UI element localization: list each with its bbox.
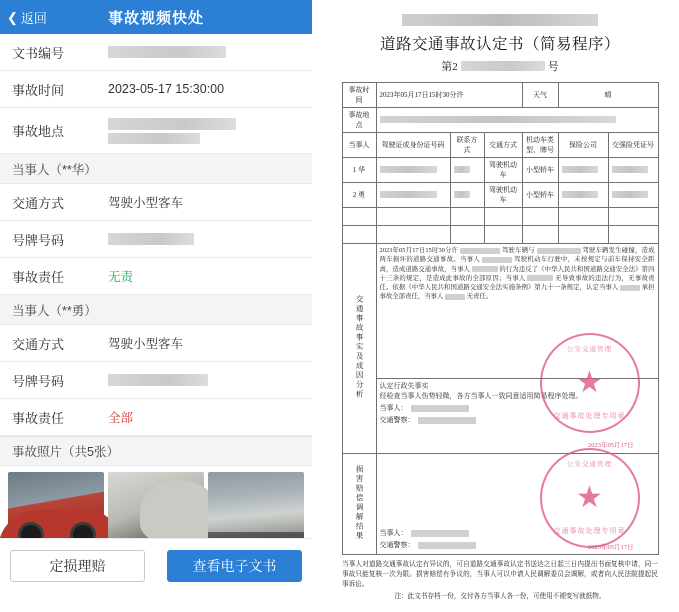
back-label: 返回: [20, 10, 47, 26]
seal-bottom-text: 交通事故处理专用章: [553, 527, 626, 535]
redacted-address: [108, 118, 236, 144]
row-label: 事故责任: [12, 410, 65, 426]
star-icon: ★: [576, 366, 603, 399]
row-party2-plate: [0, 362, 312, 399]
row-label: 事故责任: [12, 269, 65, 285]
document-panel: [326, 0, 674, 600]
document-number-prefix: 第2: [441, 61, 458, 73]
fender-shape: [140, 480, 218, 542]
police-sign-label: 交通警察：: [379, 416, 415, 425]
redacted-value: [527, 275, 553, 281]
party-sign-label: 当事人：: [379, 404, 408, 413]
row-party2-liability: [0, 399, 312, 436]
cell-empty: [558, 226, 608, 244]
action-bar: [0, 538, 312, 592]
accident-table: [342, 82, 659, 555]
party-index: 1: [352, 166, 357, 174]
seal-top-text: 公安交通管理: [567, 346, 612, 353]
redacted-line: [108, 118, 236, 130]
table-row: [342, 158, 658, 183]
vertical-label: 损害赔偿调解结果: [355, 465, 365, 541]
row-value: [108, 233, 300, 245]
table-row-empty: [342, 226, 658, 244]
seal-top-text: 公安交通管理: [567, 461, 612, 468]
party-name-suffix: 勇: [358, 191, 366, 199]
redacted-value: [108, 374, 208, 386]
redacted-line: [108, 133, 200, 144]
vertical-label: 交通事故事实及成因分析: [355, 295, 365, 400]
cell-insurer: [558, 158, 608, 183]
cell-time-value: 2023年05月17日15时30分许: [376, 83, 522, 108]
footer-note: 注：此文书存档一份，交付各方当事人各一份，可使用不褪变写就纸物。: [394, 592, 606, 600]
cell-contact: [450, 183, 484, 208]
redacted-value: [460, 248, 500, 254]
police-sign-label: 交通警察：: [379, 541, 415, 549]
table-header-row: [342, 133, 658, 158]
seal-date: 2023年05月17日: [588, 442, 634, 449]
cell-insurer: [558, 183, 608, 208]
col-vehicle: 机动车类型、牌号: [522, 133, 558, 158]
row-value: [108, 118, 300, 144]
section-photos: 事故照片（共5张）: [0, 436, 312, 466]
col-contact: 联系方式: [450, 133, 484, 158]
party-sign-label: 当事人：: [379, 529, 408, 537]
cell-mediation-label: [342, 454, 376, 555]
section-party-2: 当事人（**勇）: [0, 295, 312, 325]
cell-place-label: 事故地点: [342, 108, 376, 133]
cell-weather-value: 晴: [558, 83, 658, 108]
cell-party-1: [342, 158, 376, 183]
app-header: [0, 0, 312, 34]
cell-conclusion: [376, 346, 658, 454]
table-row: [342, 108, 658, 133]
row-value: 全部: [108, 411, 134, 425]
redacted-value: [380, 166, 438, 173]
cell-vehicle: 小型轿车: [522, 158, 558, 183]
redacted-value: [562, 191, 599, 198]
col-party: 当事人: [342, 133, 376, 158]
row-label: 文书编号: [12, 45, 65, 61]
col-policy: 交强险凭证号: [608, 133, 658, 158]
redacted-value: [612, 191, 649, 198]
page-title: 事故视频快处: [107, 9, 204, 27]
redacted-signature: [411, 405, 469, 412]
cell-empty: [376, 226, 450, 244]
col-id: 驾驶证或身份证号码: [376, 133, 450, 158]
redacted-value: [612, 166, 649, 173]
redacted-signature: [418, 417, 476, 424]
narrative-redacted: 驾驶车辆与 驾驶车辆发生碰撞，造成两车损坏的道路交通事故。当事人 驾驶机动车行驶中，未按规定与前车保持安全距离，造成道路交通事故，当事人 的行为违反了《中华人民共和国道路交通安全法》第四十三条的规定，是造成此事故的全部原因；当事人 无导致事故的违法行为，无事故责任。依据《中华人民共和国道路交通安全法实施条例》第九十一条规定，认定当事人 承担事故全部责任，当事人 无责任。: [379, 247, 655, 301]
row-label: 交通方式: [12, 336, 65, 352]
redacted-signature: [418, 542, 476, 549]
row-label: 号牌号码: [12, 232, 65, 248]
star-icon: ★: [576, 481, 603, 514]
cell-empty: [376, 208, 450, 226]
document-footer: [342, 560, 658, 602]
row-party2-mode: [0, 325, 312, 362]
cell-empty: [608, 226, 658, 244]
cell-empty: [522, 208, 558, 226]
document-title: 道路交通事故认定书（简易程序）: [379, 36, 620, 53]
table-row-mediation: [342, 454, 658, 555]
row-value: [108, 374, 300, 386]
conclusion-text: 经检查当事人伤势轻微，各方当事人一致同意适用简易程序处理。: [379, 392, 583, 401]
row-party1-mode: [0, 184, 312, 221]
col-mode: 交通方式: [484, 133, 522, 158]
row-party1-plate: [0, 221, 312, 258]
cell-policy: [608, 158, 658, 183]
cell-empty: [342, 208, 376, 226]
cell-time-label: 事故时间: [342, 83, 376, 108]
table-row-empty: [342, 208, 658, 226]
official-seal-icon: [540, 333, 640, 433]
cell-empty: [484, 226, 522, 244]
table-row-conclusion: [342, 379, 658, 454]
cell-narrative-label: [342, 244, 376, 454]
cell-empty: [558, 208, 608, 226]
row-label: 事故时间: [12, 82, 65, 98]
section-party-1: 当事人（**华）: [0, 154, 312, 184]
narrative-date: 2023年05月17日15时30分许: [379, 247, 459, 254]
cell-mode: 驾驶机动车: [484, 158, 522, 183]
seal-bottom-text: 交通事故处理专用章: [553, 412, 626, 420]
table-row: [342, 183, 658, 208]
redacted-value: [454, 191, 470, 198]
redacted-value: [620, 285, 640, 291]
row-value: 驾驶小型客车: [108, 196, 184, 210]
party-index: 2: [352, 191, 357, 199]
official-seal-icon: [540, 448, 640, 548]
redacted-value: [108, 46, 226, 58]
cell-empty: [342, 226, 376, 244]
cell-empty: [450, 208, 484, 226]
cell-mediation-body: [376, 454, 658, 555]
redacted-value: [537, 248, 581, 254]
redacted-value: [108, 233, 194, 245]
cell-empty: [608, 208, 658, 226]
redacted-value: [380, 116, 617, 123]
redacted-value: [562, 166, 599, 173]
col-insurer: 保险公司: [558, 133, 608, 158]
document-number: [326, 58, 674, 74]
row-label: 交通方式: [12, 195, 65, 211]
claim-assessment-button[interactable]: 定损理赔: [10, 550, 145, 582]
redacted-value: [461, 61, 545, 71]
cell-contact: [450, 158, 484, 183]
cell-place-value: [376, 108, 658, 133]
row-label: 事故地点: [12, 124, 65, 139]
footer-text: 当事人对道路交通事故认定有异议的，可自道路交通事故认定书送达之日起三日内提出书面复核申请，同一事故只能复核一次为限。损害赔偿有争议的，当事人可以申请人民调解委员会调解，或者向人民法院提起民事诉讼。: [342, 561, 658, 588]
row-party1-liability: [0, 258, 312, 295]
back-button[interactable]: [0, 8, 47, 27]
cell-empty: [484, 208, 522, 226]
row-document-number: [0, 34, 312, 71]
row-label: 号牌号码: [12, 373, 65, 389]
redacted-value: [482, 257, 512, 263]
redacted-header: [402, 14, 598, 26]
row-value: 驾驶小型客车: [108, 337, 184, 351]
cell-id: [376, 158, 450, 183]
row-value: [108, 46, 300, 58]
seal-date: 2023年05月17日: [588, 544, 634, 551]
cell-empty: [522, 226, 558, 244]
cell-id: [376, 183, 450, 208]
cell-policy: [608, 183, 658, 208]
view-electronic-document-button[interactable]: 查看电子文书: [167, 550, 302, 582]
cell-mode: 驾驶机动车: [484, 183, 522, 208]
row-accident-time: [0, 71, 312, 108]
redacted-signature: [411, 530, 469, 537]
conclusion-label: 认定行政失事实: [379, 382, 429, 390]
row-accident-place: [0, 108, 312, 154]
cell-weather-label: 天气: [522, 83, 558, 108]
table-row: [342, 83, 658, 108]
redacted-value: [454, 166, 470, 173]
row-value: 无责: [108, 270, 134, 284]
redacted-value: [472, 266, 498, 272]
cell-empty: [450, 226, 484, 244]
row-value: 2023-05-17 15:30:00: [108, 82, 225, 96]
party-name-suffix: 华: [358, 166, 366, 174]
redacted-value: [445, 294, 465, 300]
cell-vehicle: 小型轿车: [522, 183, 558, 208]
cell-party-2: [342, 183, 376, 208]
narrative-text: [380, 246, 655, 302]
chevron-left-icon: ❮: [7, 9, 18, 25]
redacted-value: [380, 191, 438, 198]
document-number-suffix: 号: [547, 61, 559, 73]
mobile-app-panel: [0, 0, 312, 592]
